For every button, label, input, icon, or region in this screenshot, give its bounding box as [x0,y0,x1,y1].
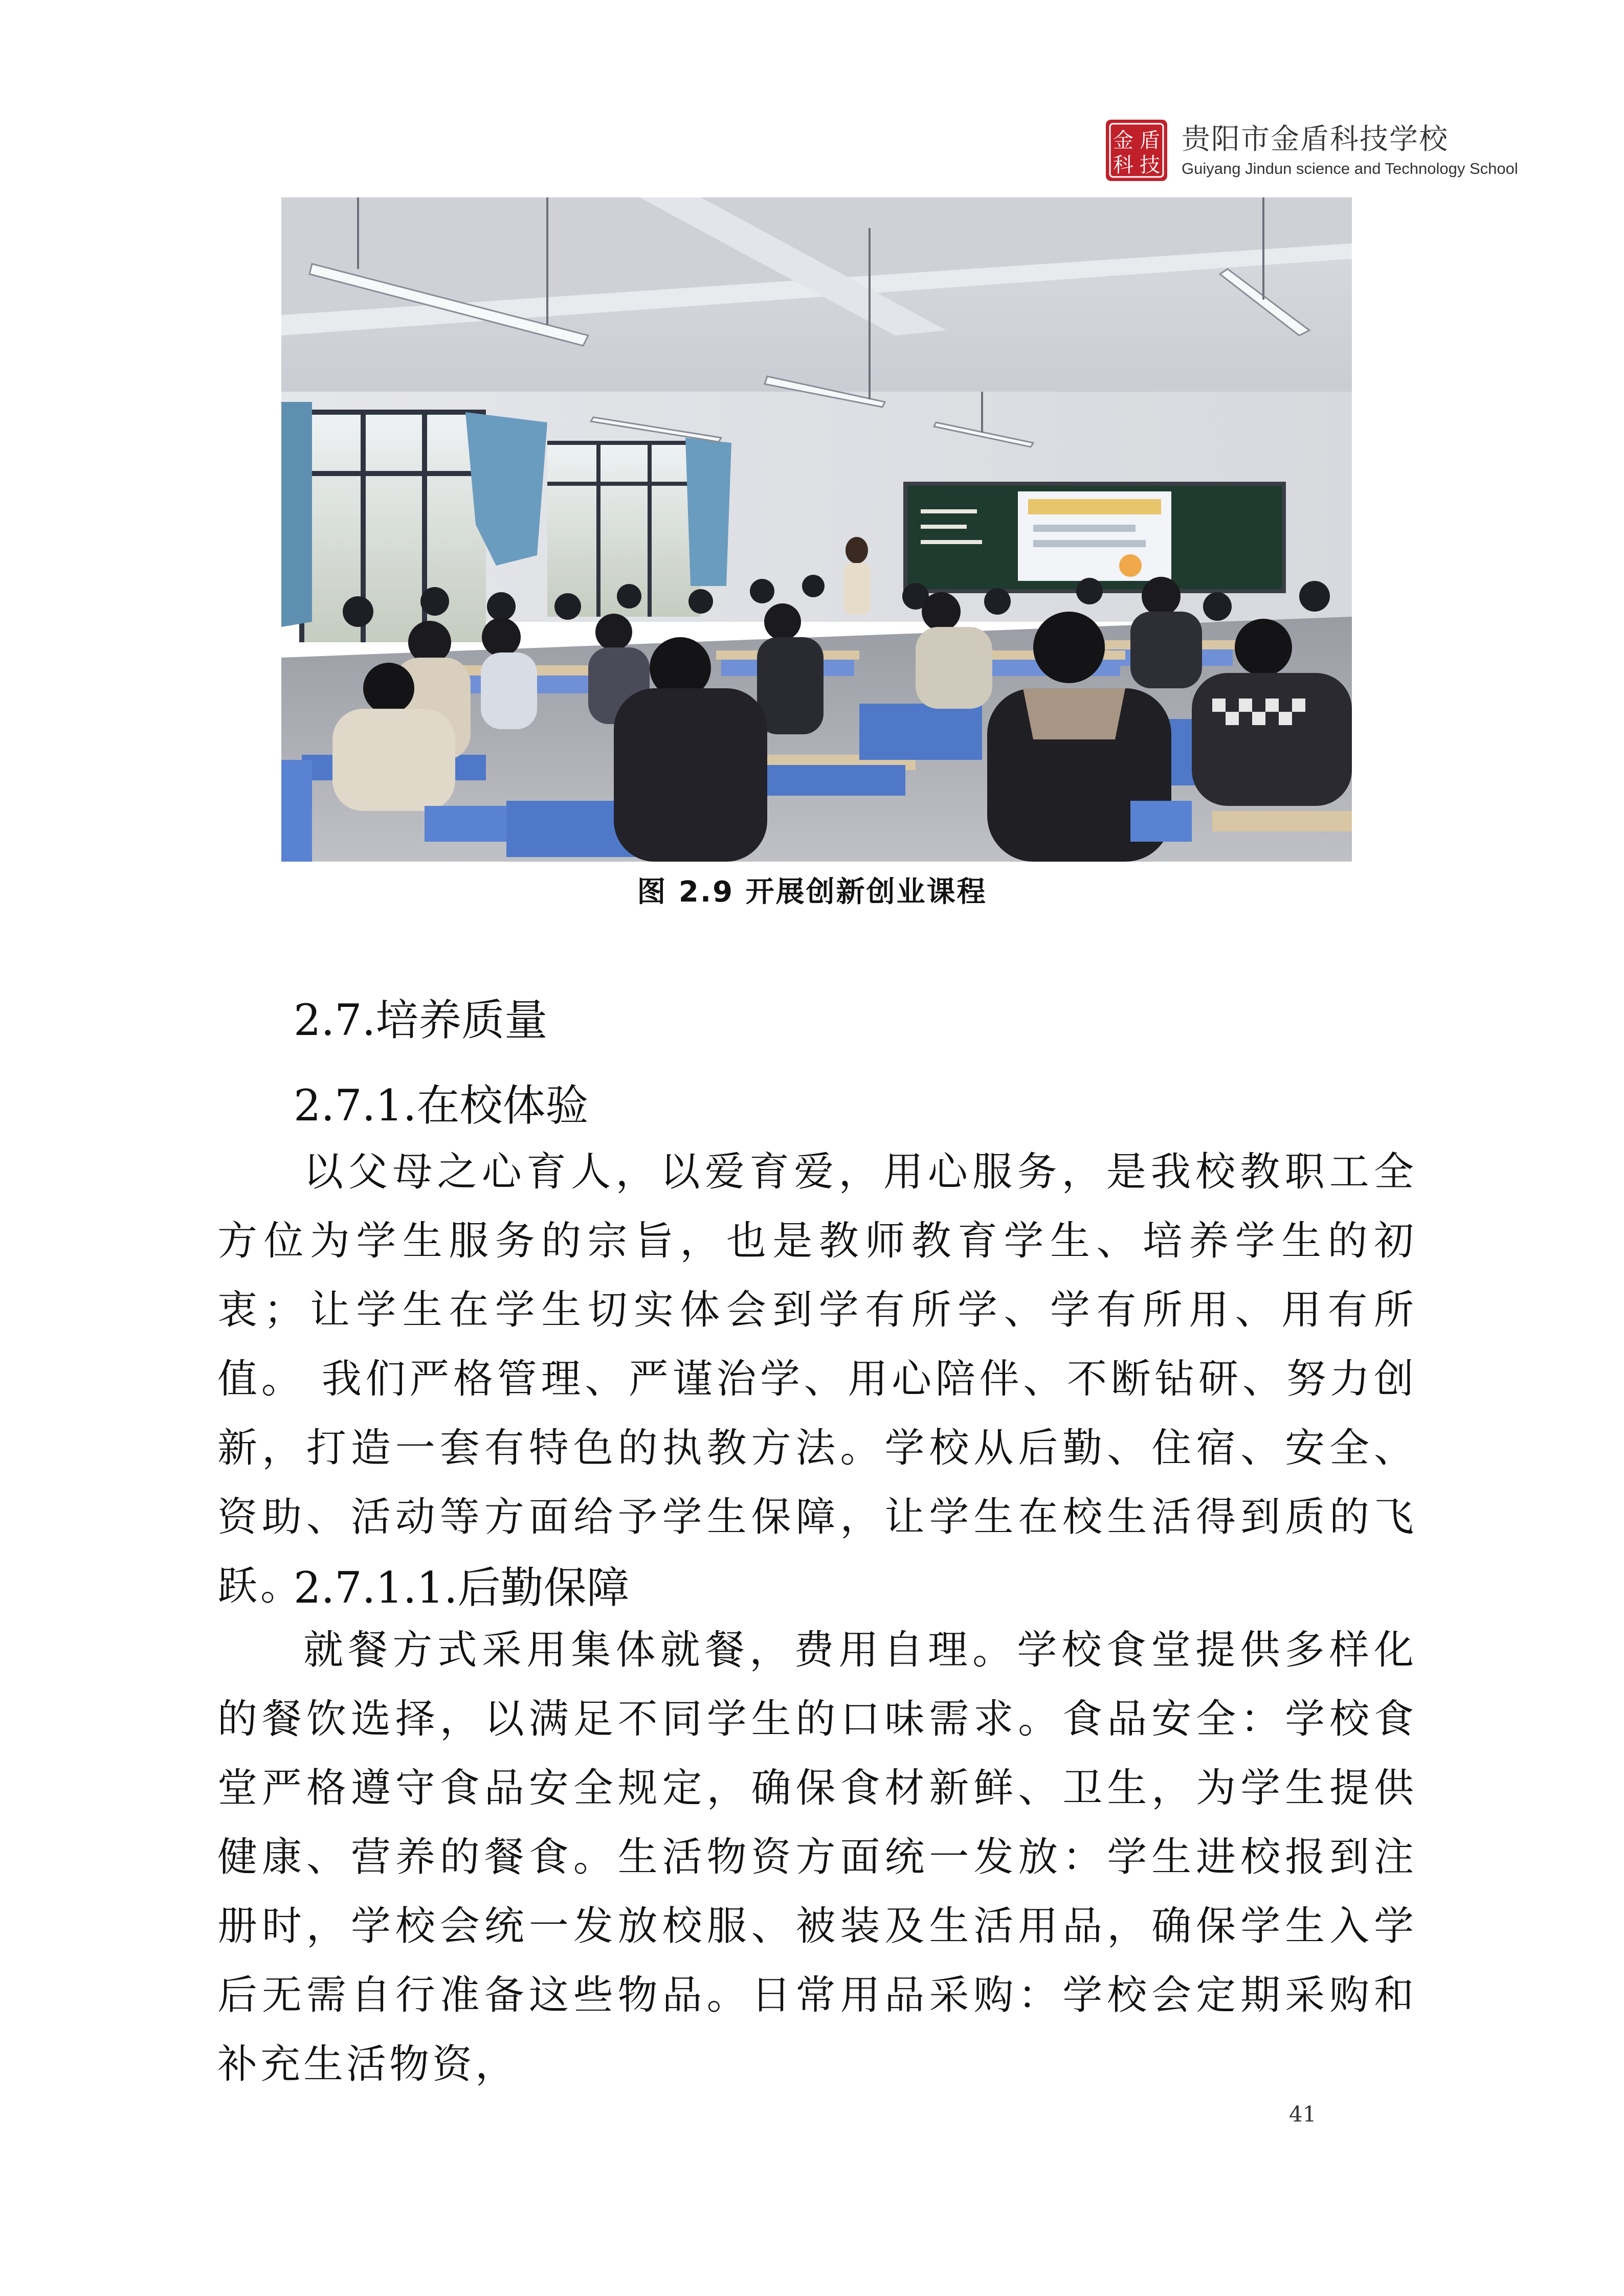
logo-char-1: 金 [1113,129,1133,152]
figure-caption: 图 2.9 开展创新创业课程 [637,875,987,909]
subsubsection-number: 2.7.1.1. [294,1563,458,1613]
subsection-paragraph: 以父母之心育人，以爱育爱，用心服务，是我校教职工全方位为学生服务的宗旨，也是教师教育学生、培养学生的初衷；让学生在学生切实体会到学有所学、学有所用、用有所值。 我们严格管理、严谨治学、用心陪伴、不断钻研、努力创新，打造一套有特色的执教方法。学校从后勤、住宿、安全、资助、活动等方面给予学生保障，让学生在校生活得到质的飞跃。 [217,1149,1417,1609]
classroom-photo [281,197,1352,862]
subsection-heading [294,1071,588,1133]
page-number: 41 [1289,2102,1317,2127]
logo-char-3: 科 [1113,153,1133,177]
logo-char-2: 盾 [1140,129,1160,152]
section-title: 培养质量 [375,995,548,1045]
school-logo [1105,119,1168,182]
subsection-number: 2.7.1. [294,1081,417,1131]
subsubsection-paragraph: 就餐方式采用集体就餐，费用自理。学校食堂提供多样化的餐饮选择，以满足不同学生的口味需求。食品安全：学校食堂严格遵守食品安全规定，确保食材新鲜、卫生，为学生提供健康、营养的餐食。生活物资方面统一发放：学生进校报到注册时，学校会统一发放校服、被装及生活用品，确保学生入学后无需自行准备这些物品。日常用品采购：学校会定期采购和补充生活物资， [217,1627,1417,2087]
logo-char-4: 技 [1140,153,1160,177]
subsubsection-heading [294,1554,630,1615]
school-name: 贵阳市金盾科技学校 [1182,123,1449,156]
section-heading [294,986,547,1048]
section-number: 2.7. [294,995,376,1045]
school-name-en: Guiyang Jindun science and Technology School [1182,160,1518,177]
subsection-title: 在校体验 [416,1081,589,1131]
school-seal-icon [1105,119,1168,182]
subsubsection-title: 后勤保障 [457,1563,630,1613]
